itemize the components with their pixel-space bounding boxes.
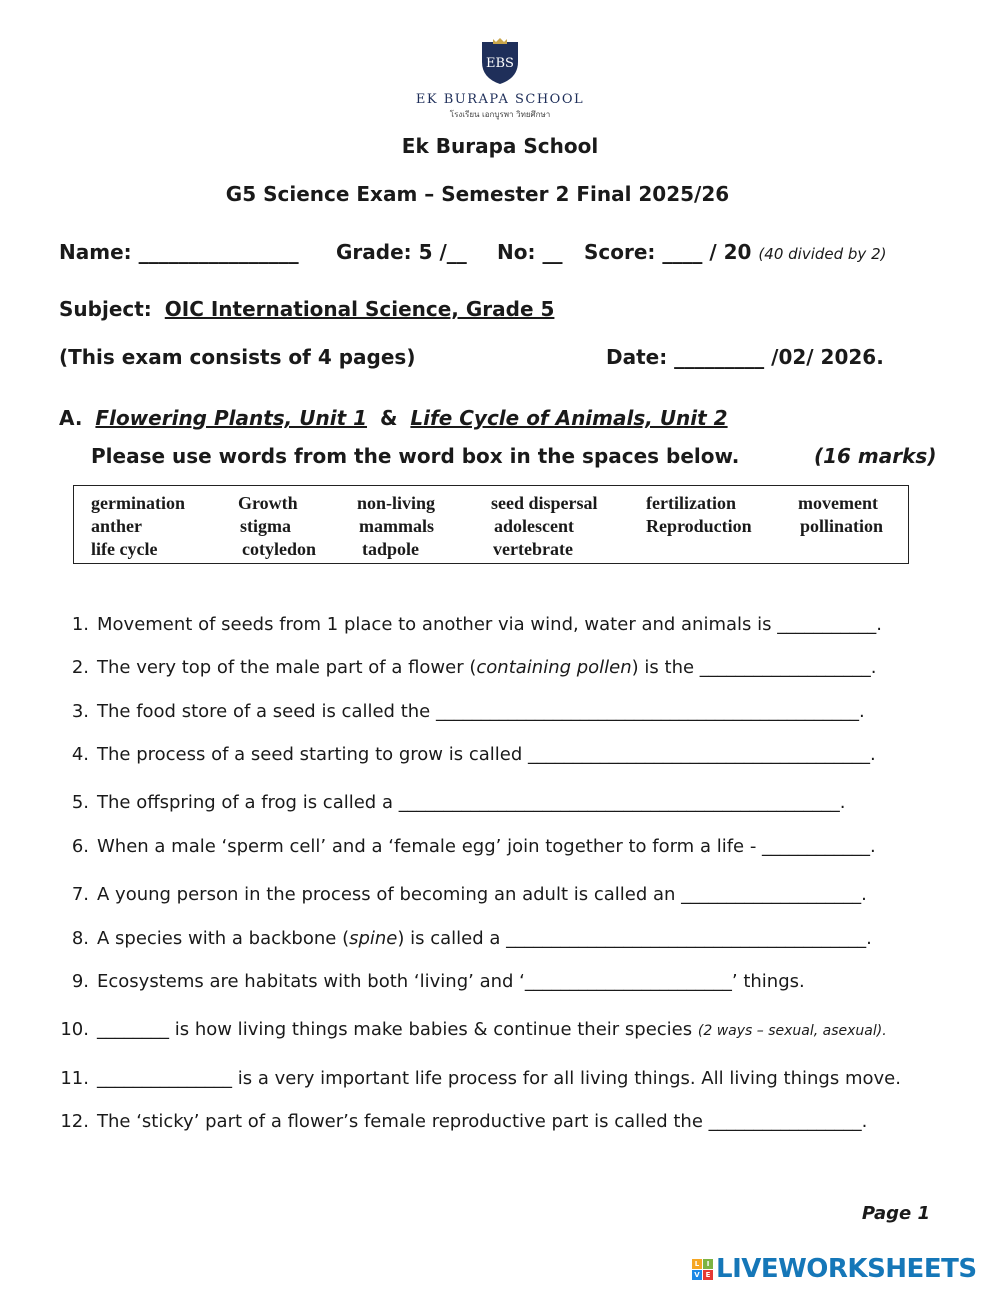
word-fertilization: fertilization (646, 493, 736, 513)
pages-note: (This exam consists of 4 pages) (59, 345, 416, 369)
instruction: Please use words from the word box in the spaces below. (91, 444, 740, 468)
question-text: Ecosystems are habitats with both ‘living’ and ‘_______________________’ things. (97, 971, 805, 992)
subject-label: Subject: (59, 297, 152, 321)
question-text: The ‘sticky’ part of a flower’s female reproductive part is called the _________________. (97, 1111, 868, 1132)
question-text: The process of a seed starting to grow is called ______________________________________. (97, 744, 876, 765)
shield-crest-icon (476, 36, 524, 86)
word-anther: anther (91, 516, 142, 536)
page-number: Page 1 (861, 1203, 930, 1224)
section-letter: A. (59, 406, 83, 430)
word-growth: Growth (238, 493, 298, 513)
question-text: ________ is how living things make babies & continue their species (2 ways – sexual, asexual). (97, 1019, 887, 1040)
school-title: Ek Burapa School (401, 134, 599, 158)
question-number: 11. (60, 1068, 89, 1089)
question-text: The food store of a seed is called the _______________________________________________. (97, 701, 865, 722)
grade-field[interactable]: Grade: 5 /__ (336, 240, 467, 264)
question-text: The very top of the male part of a flower (containing pollen) is the ___________________. (97, 657, 877, 678)
name-field[interactable]: Name: ________________ (59, 240, 299, 264)
word-box (73, 485, 909, 564)
unit1-title: Flowering Plants, Unit 1 (95, 406, 368, 430)
word-reproduction: Reproduction (646, 516, 752, 536)
question-number: 7. (71, 884, 89, 905)
section-heading (59, 406, 728, 430)
liveworksheets-icon: L I V E (692, 1259, 713, 1280)
question-number: 10. (60, 1019, 89, 1040)
subject-line (59, 297, 554, 321)
word-tadpole: tadpole (362, 539, 420, 559)
word-seed-dispersal: seed dispersal (491, 493, 598, 513)
question-number: 1. (71, 614, 89, 635)
word-life-cycle: life cycle (91, 539, 158, 559)
question-text: A species with a backbone (spine) is called a ________________________________________. (97, 928, 872, 949)
marks-note: (16 marks) (814, 444, 937, 468)
svg-text:EBS: EBS (486, 56, 514, 71)
question-text: A young person in the process of becoming an adult is called an ____________________. (97, 884, 867, 905)
question-number: 8. (71, 928, 89, 949)
word-mammals: mammals (359, 516, 434, 536)
word-movement: movement (798, 493, 878, 513)
question-number: 4. (71, 744, 89, 765)
liveworksheets-brand: LIVEWORKSHEETS (716, 1254, 977, 1284)
date-field[interactable]: Date: _________ /02/ 2026. (606, 345, 884, 369)
number-field[interactable]: No: __ (497, 240, 563, 264)
question-text: When a male ‘sperm cell’ and a ‘female egg’ join together to form a life - ____________. (97, 836, 876, 857)
question-text: The offspring of a frog is called a _________________________________________________. (97, 792, 846, 813)
word-vertebrate: vertebrate (493, 539, 573, 559)
question-text: _______________ is a very important life process for all living things. All living things move. (97, 1068, 901, 1089)
school-logo (0, 36, 1000, 121)
logo-school-name: EK BURAPA SCHOOL (415, 92, 585, 107)
word-cotyledon: cotyledon (242, 539, 316, 559)
word-stigma: stigma (240, 516, 291, 536)
word-adolescent: adolescent (494, 516, 574, 536)
question-number: 9. (71, 971, 89, 992)
question-text: Movement of seeds from 1 place to another via wind, water and animals is ___________. (97, 614, 882, 635)
liveworksheets-logo[interactable] (692, 1254, 977, 1284)
word-non-living: non-living (357, 493, 436, 513)
ampersand: & (379, 406, 398, 430)
question-number: 2. (71, 657, 89, 678)
score-field[interactable] (584, 240, 886, 264)
question-number: 3. (71, 701, 89, 722)
subject-value: OIC International Science, Grade 5 (164, 297, 555, 321)
unit2-title: Life Cycle of Animals, Unit 2 (410, 406, 728, 430)
score-label: Score: ____ / 20 (584, 240, 752, 264)
score-note: (40 divided by 2) (758, 245, 887, 263)
word-germination: germination (91, 493, 185, 513)
question-number: 5. (71, 792, 89, 813)
question-note: (2 ways – sexual, asexual). (697, 1023, 887, 1039)
logo-motto: โรงเรียน เอกบูรพา วิทยศึกษา (449, 110, 551, 119)
word-pollination: pollination (800, 516, 884, 536)
exam-title: G5 Science Exam – Semester 2 Final 2025/26 (225, 182, 730, 206)
question-number: 12. (60, 1111, 89, 1132)
question-number: 6. (71, 836, 89, 857)
